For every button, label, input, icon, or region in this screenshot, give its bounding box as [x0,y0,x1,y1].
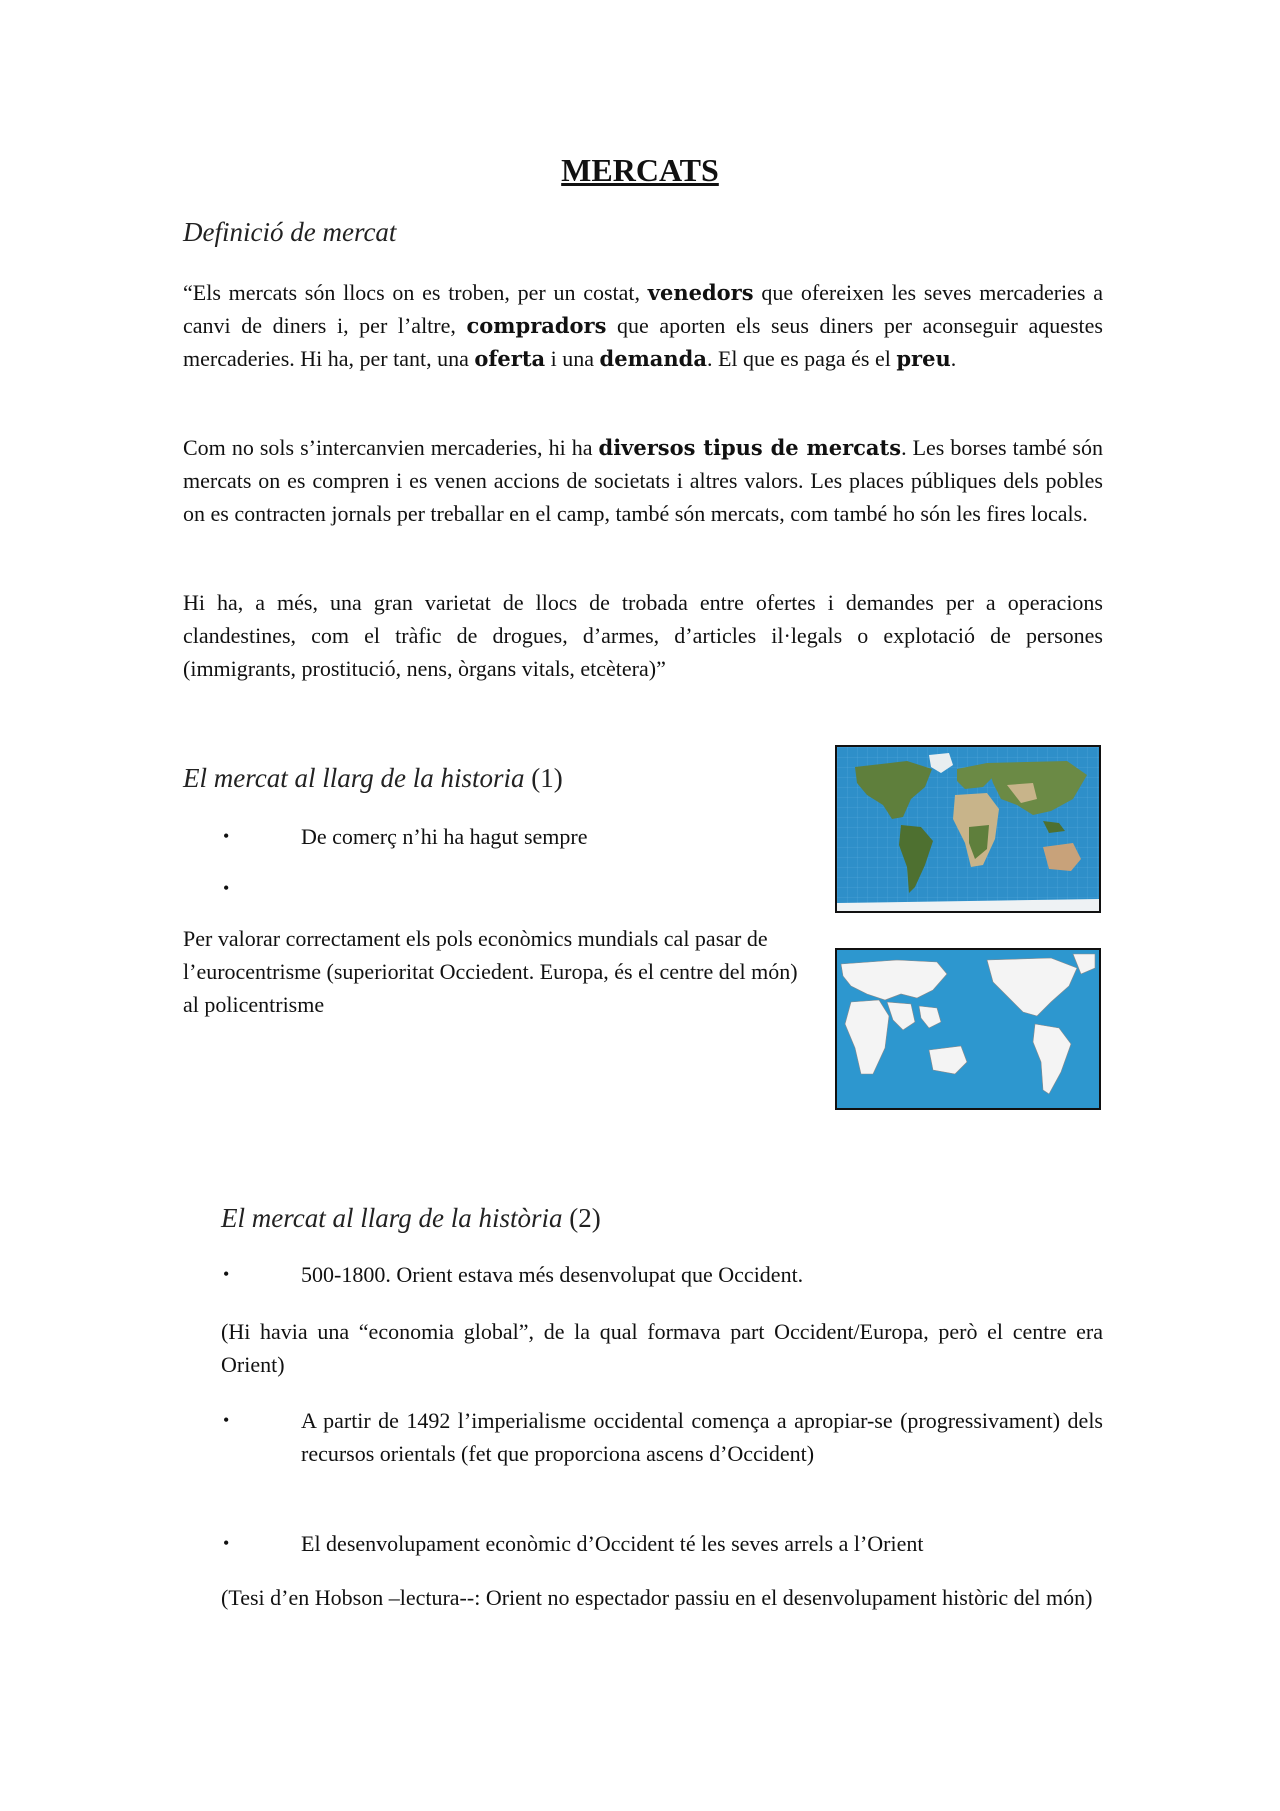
list-item: • De comerç n’hi ha hagut sempre [223,820,783,853]
paragraph-economia-global: (Hi havia una “economia global”, de la qual formava part Occident/Europa, però el centre era Orient) [221,1319,1103,1377]
bullet-dot: • [223,1410,230,1430]
paragraph-tesi-hobson: (Tesi d’en Hobson –lectura--: Orient no espectador passiu en el desenvolupament històric del món) [221,1585,1093,1610]
section-heading-historia-1: El mercat al llarg de la historia (1) [183,763,563,793]
bullet-dot: • [223,826,230,846]
paragraph-policentrisme: Per valorar correctament els pols econòmics mundials cal pasar de l’eurocentrisme (superioritat Occiedent. Europa, és el centre del món) al policentrisme [183,926,798,1017]
list-item: • El desenvolupament econòmic d’Occident té les seves arrels a l’Orient [223,1527,1103,1560]
section-heading-historia-2: El mercat al llarg de la història (2) [221,1203,601,1233]
paragraph-definicio-2: Com no sols s’intercanvien mercaderies, hi ha diversos tipus de mercats. Les borses també són mercats on es compren i es venen accions de societats i altres valors. Les places públiques dels pobles on es contracten jornals per treballar en el camp, també són mercats, com també ho són les fires locals. [183,435,1103,526]
list-item: • A partir de 1492 l’imperialisme occidental comença a apropiar-se (progressivament) dels recursos orientals (fet que proporciona ascens d’Occident) [223,1404,1103,1503]
bullet-dot: • [223,1533,230,1553]
page-title: MERCATS [561,152,719,188]
world-map-outline [835,948,1101,1110]
list-item [223,872,783,905]
paragraph-definicio-3: Hi ha, a més, una gran varietat de llocs de trobada entre ofertes i demandes per a operacions clandestines, com el tràfic de drogues, d’armes, d’articles il·legals o explotació de persones (immigrants, prostitució, nens, òrgans vitals, etcètera)” [183,590,1103,681]
world-map-satellite [835,745,1101,913]
list-item: • 500-1800. Orient estava més desenvolupat que Occident. [223,1258,1103,1291]
section-heading-definicio: Definició de mercat [183,217,397,247]
bullet-dot: • [223,878,230,898]
bullet-dot: • [223,1264,230,1284]
paragraph-definicio-1: “Els mercats són llocs on es troben, per un costat, venedors que ofereixen les seves mercaderies a canvi de diners i, per l’altre, compradors que aporten els seus diners per aconseguir aquestes mercaderies. Hi ha, per tant, una oferta i una demanda. El que es paga és el preu. [183,280,1103,371]
